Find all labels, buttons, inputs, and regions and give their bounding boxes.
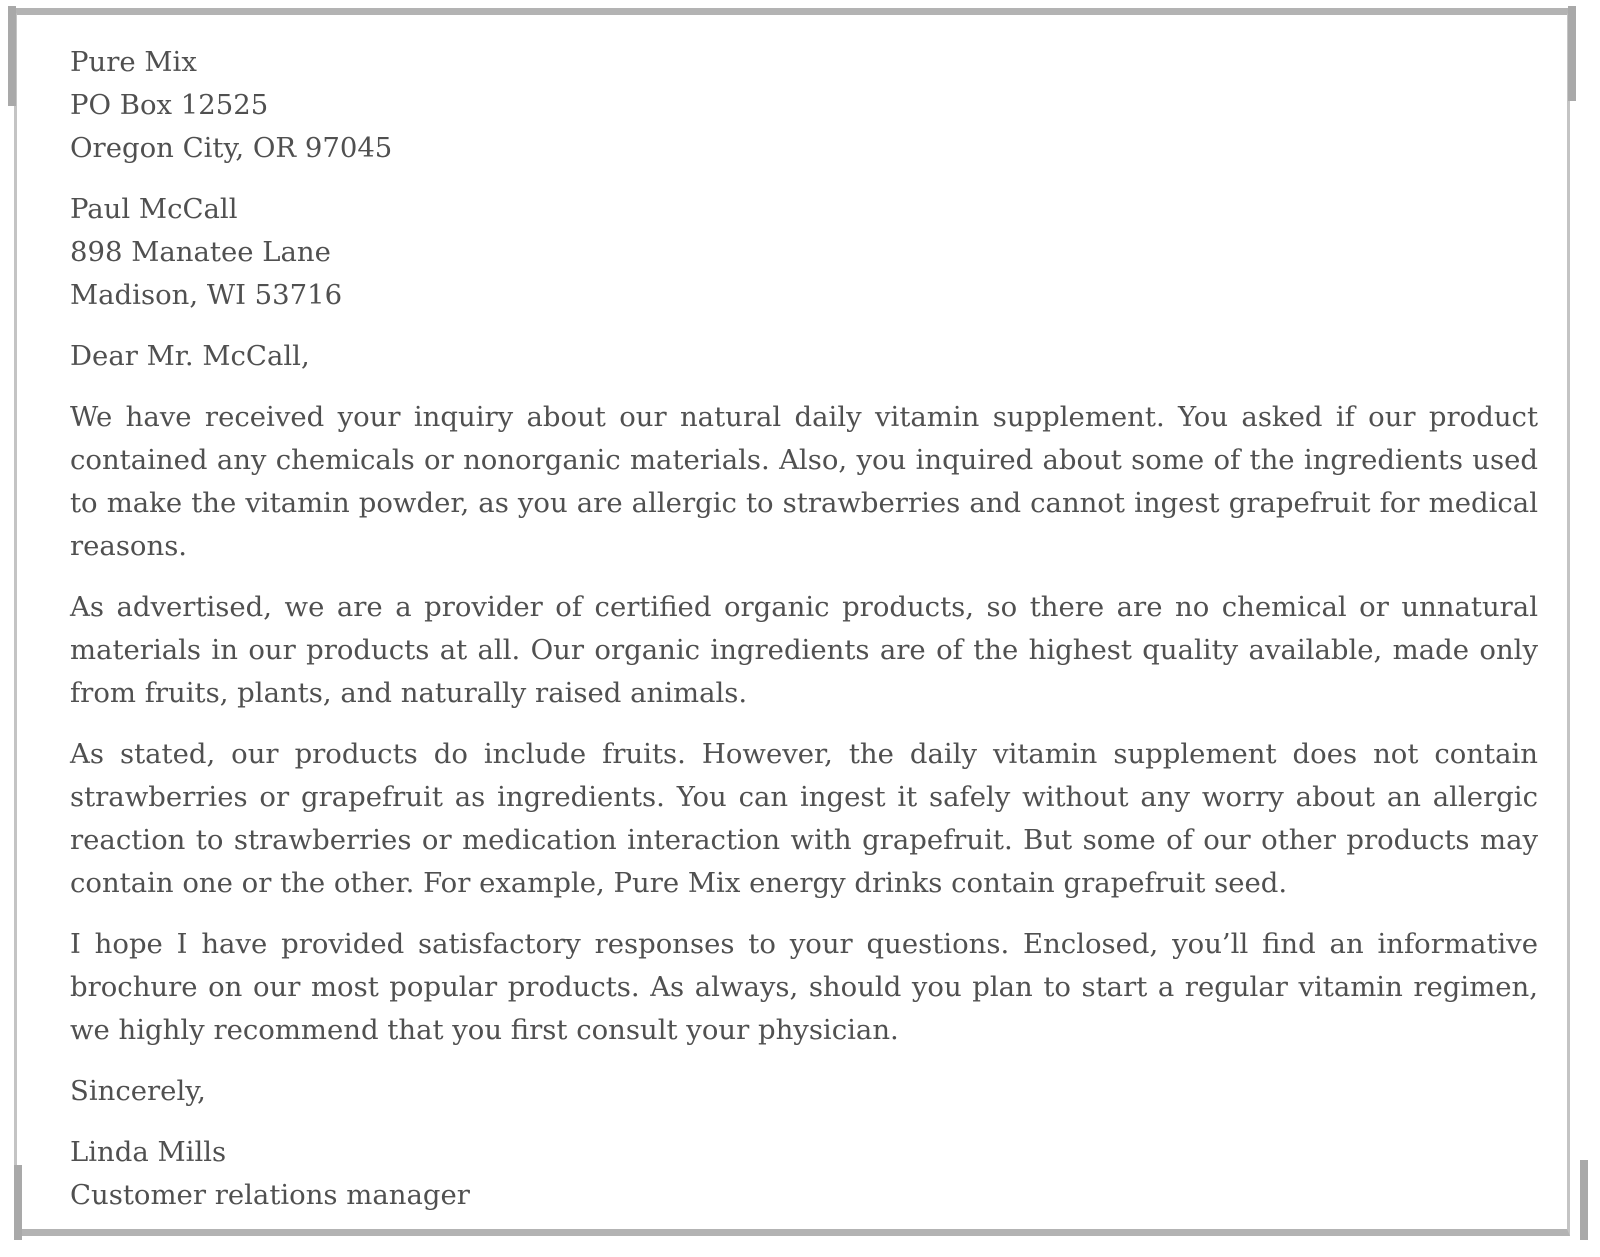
border-corner-bottom-right bbox=[1580, 1160, 1588, 1240]
sender-name: Pure Mix bbox=[70, 46, 197, 78]
recipient-name: Paul McCall bbox=[70, 193, 238, 225]
sender-address-line1: PO Box 12525 bbox=[70, 89, 269, 121]
salutation: Dear Mr. McCall, bbox=[70, 340, 310, 372]
recipient-address-line1: 898 Manatee Lane bbox=[70, 236, 331, 268]
body-paragraph-2: As advertised, we are a provider of certified organic products, so there are no chemical or unnatural materials in our products at all. Our organic ingredients are of the highest quality available, made only from fruits, plants, and naturally raised animals. bbox=[70, 591, 1538, 709]
body-paragraph-1: We have received your inquiry about our natural daily vitamin supplement. You asked if our product contained any chemicals or nonorganic materials. Also, you inquired about some of the ingredients used to make the vitamin powder, as you are allergic to strawberries and cannot ingest grapefruit for medical reasons. bbox=[70, 401, 1538, 562]
letter bbox=[70, 41, 1538, 1217]
closing: Sincerely, bbox=[70, 1075, 206, 1107]
body-paragraph-4: I hope I have provided satisfactory responses to your questions. Enclosed, you’ll find an informative brochure on our most popular products. As always, should you plan to start a regular vitamin regimen, we highly recommend that you first consult your physician. bbox=[70, 928, 1538, 1046]
recipient-address-line2: Madison, WI 53716 bbox=[70, 279, 343, 311]
body-paragraph-3: As stated, our products do include fruits. However, the daily vitamin supplement does not contain strawberries or grapefruit as ingredients. You can ingest it safely without any worry about an allergic reaction to strawberries or medication interaction with grapefruit. But some of our other products may contain one or the other. For example, Pure Mix energy drinks contain grapefruit seed. bbox=[70, 738, 1538, 899]
signature-name: Linda Mills bbox=[70, 1136, 227, 1168]
signature-title: Customer relations manager bbox=[70, 1179, 470, 1211]
recipient-address bbox=[70, 188, 1538, 317]
signature-block bbox=[70, 1131, 1538, 1217]
border-corner-bottom-left bbox=[14, 1165, 22, 1240]
sender-address bbox=[70, 41, 1538, 170]
border-corner-top-right bbox=[1568, 6, 1576, 101]
border-corner-top-left bbox=[8, 6, 16, 106]
sender-address-line2: Oregon City, OR 97045 bbox=[70, 132, 393, 164]
